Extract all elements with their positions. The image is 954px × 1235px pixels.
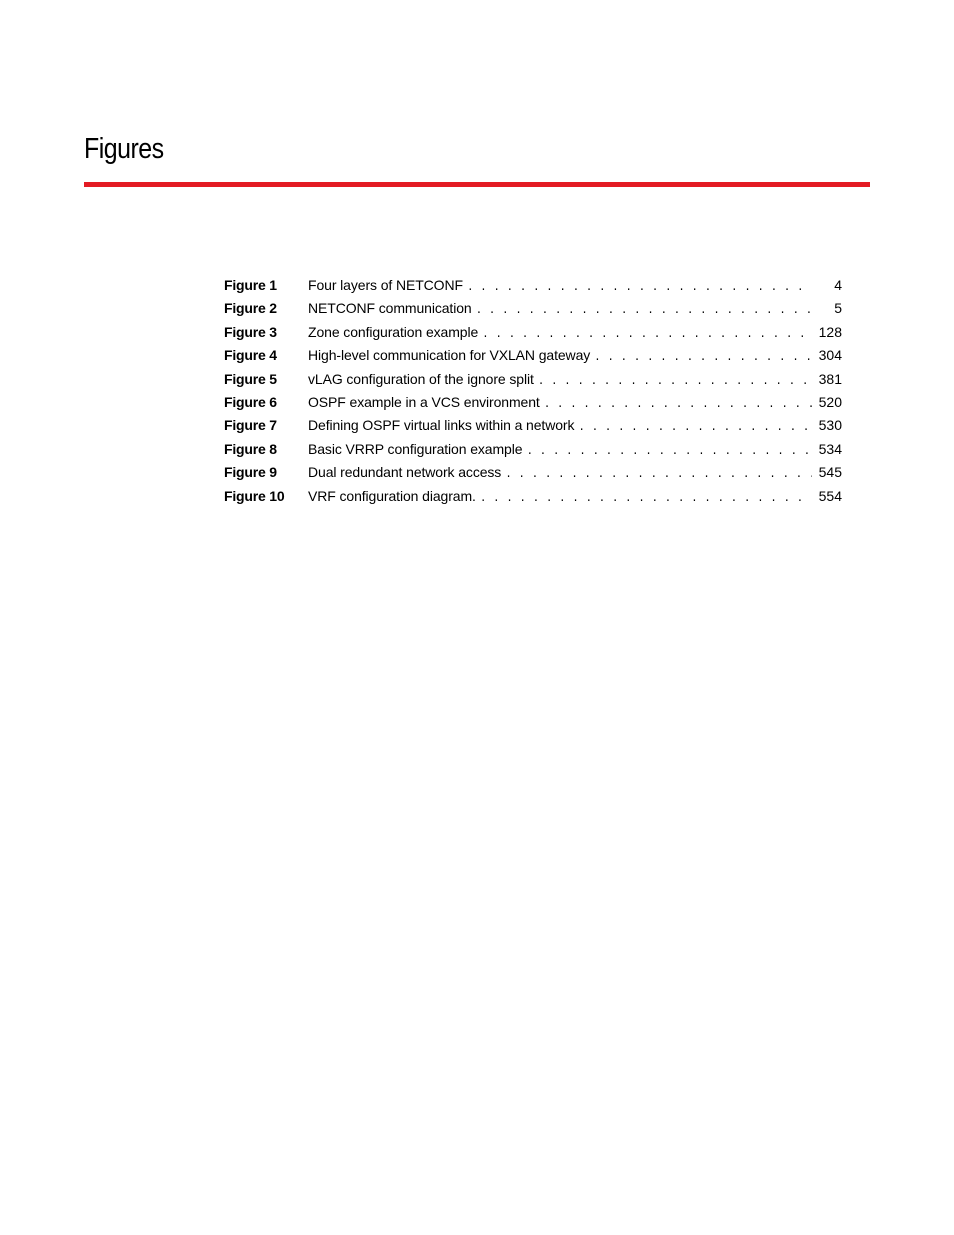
figure-title: High-level communication for VXLAN gateway — [308, 347, 591, 364]
figure-label: Figure 6 — [224, 393, 277, 410]
figure-entry-10[interactable] — [224, 486, 842, 509]
figure-title: Dual redundant network access — [308, 464, 502, 481]
figure-entry-6[interactable] — [224, 392, 842, 415]
dot-leader — [578, 418, 812, 438]
title-rule — [84, 182, 870, 187]
figure-page-number: 530 — [818, 417, 842, 434]
dot-leader — [482, 325, 812, 345]
page-title: Figures — [84, 133, 164, 165]
figure-entry-8[interactable] — [224, 439, 842, 462]
list-of-figures — [224, 275, 842, 509]
figure-title: NETCONF communication — [308, 300, 472, 317]
figure-label: Figure 2 — [224, 300, 277, 317]
dot-leader — [544, 395, 812, 415]
dot-leader — [526, 442, 812, 462]
figure-title: VRF configuration diagram. — [308, 487, 476, 504]
figure-entry-5[interactable] — [224, 369, 842, 392]
dot-leader — [538, 372, 812, 392]
dot-leader — [594, 348, 812, 368]
figure-page-number: 534 — [818, 440, 842, 457]
figure-entry-7[interactable] — [224, 415, 842, 438]
figure-label: Figure 7 — [224, 417, 277, 434]
figure-page-number: 304 — [818, 347, 842, 364]
figure-page-number: 545 — [818, 464, 842, 481]
figure-entry-1[interactable] — [224, 275, 842, 298]
figure-title: Zone configuration example — [308, 323, 479, 340]
figure-title: Basic VRRP configuration example — [308, 440, 523, 457]
figure-entry-4[interactable] — [224, 345, 842, 368]
figure-title: Defining OSPF virtual links within a network — [308, 417, 575, 434]
figure-label: Figure 8 — [224, 440, 277, 457]
figure-label: Figure 1 — [224, 277, 277, 293]
figure-entry-3[interactable] — [224, 322, 842, 345]
figure-label: Figure 3 — [224, 323, 277, 340]
figure-page-number: 128 — [818, 323, 842, 340]
figure-entry-2[interactable] — [224, 298, 842, 321]
figure-label: Figure 4 — [224, 347, 277, 364]
figure-page-number: 4 — [834, 277, 842, 293]
figure-page-number: 554 — [818, 487, 842, 504]
figure-page-number: 5 — [834, 300, 842, 317]
figure-label: Figure 5 — [224, 370, 277, 387]
dot-leader — [467, 278, 812, 298]
dot-leader — [476, 301, 812, 321]
figure-label: Figure 9 — [224, 464, 277, 481]
dot-leader — [480, 489, 812, 509]
figure-title: OSPF example in a VCS environment — [308, 393, 540, 410]
figure-entry-9[interactable] — [224, 462, 842, 485]
figure-label: Figure 10 — [224, 487, 285, 504]
figure-title: vLAG configuration of the ignore split — [308, 370, 534, 387]
figure-page-number: 381 — [818, 370, 842, 387]
figure-page-number: 520 — [818, 393, 842, 410]
figure-title: Four layers of NETCONF — [308, 277, 463, 293]
dot-leader — [505, 465, 812, 485]
